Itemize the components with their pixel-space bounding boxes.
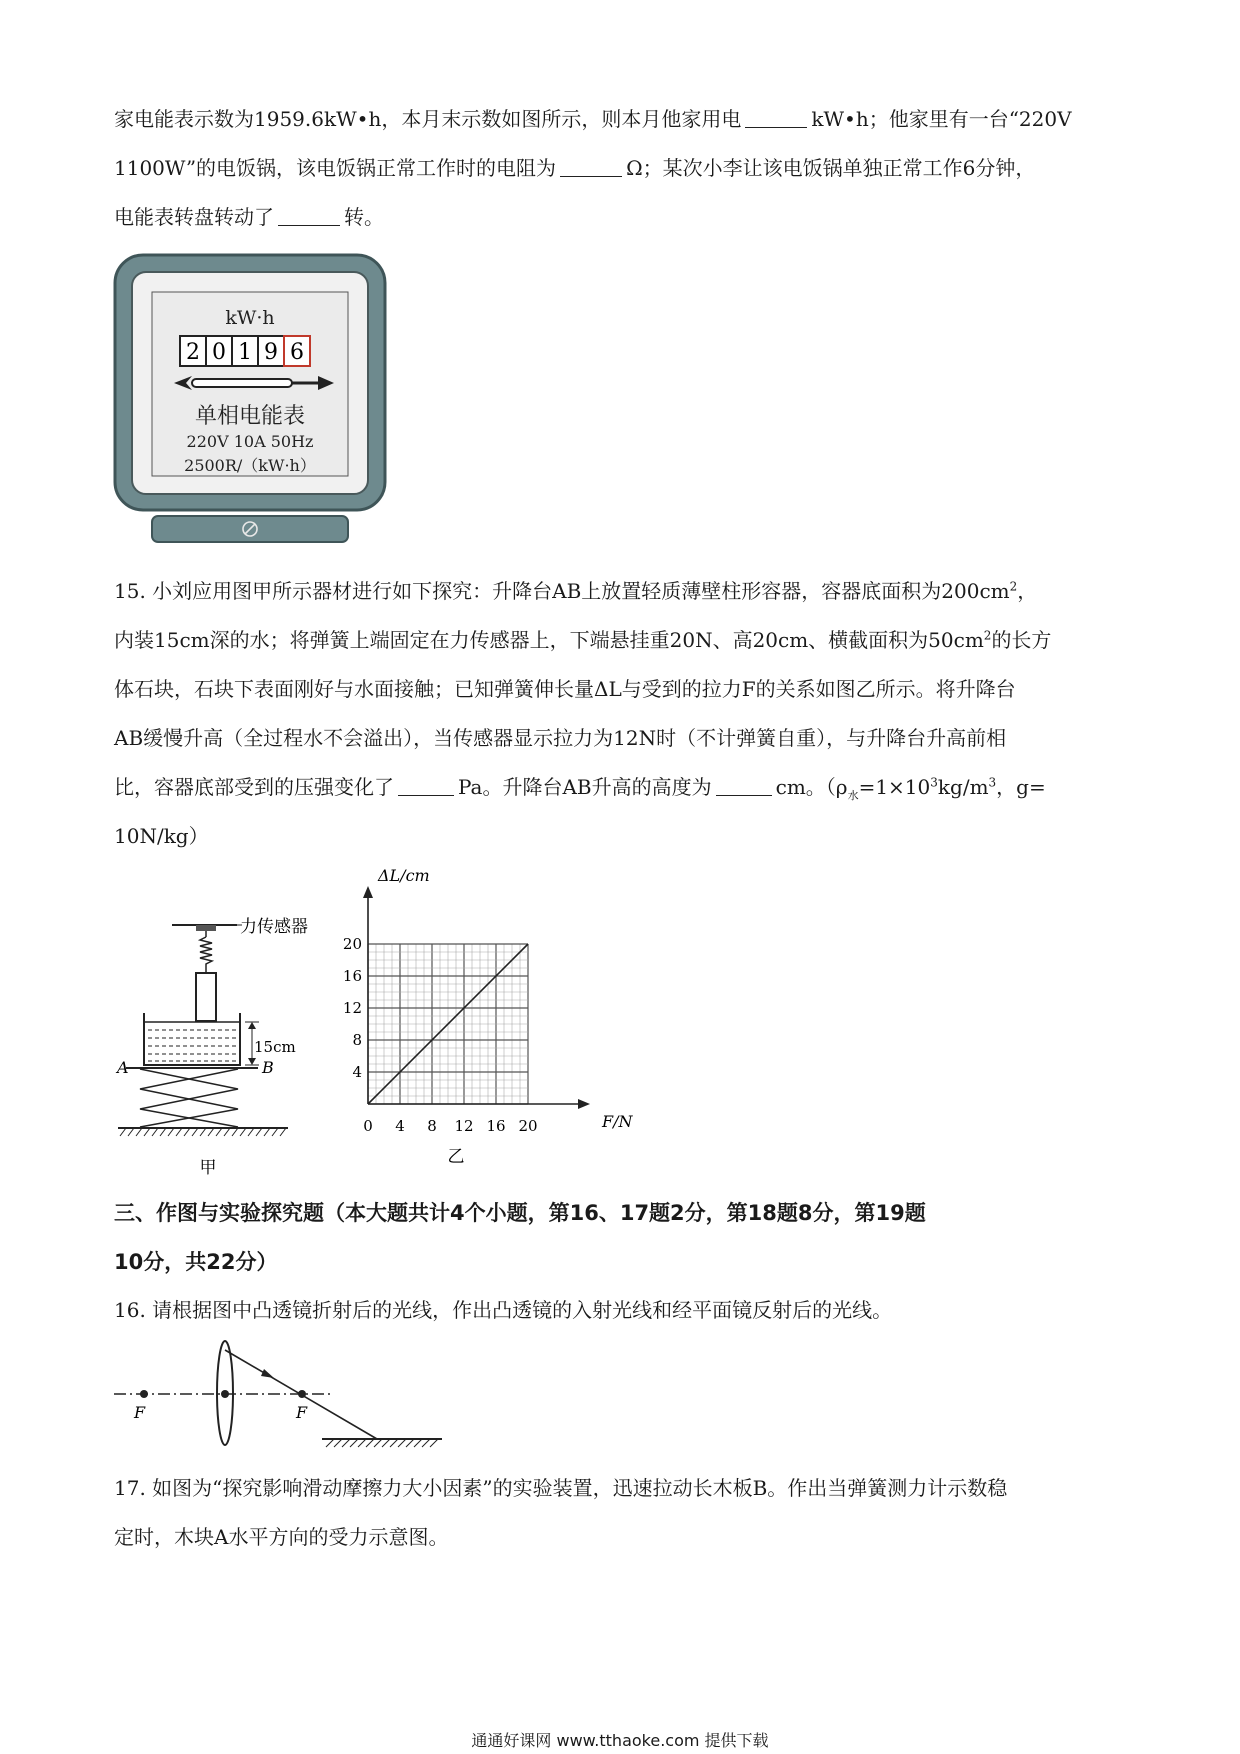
x-tick-label: 4 — [395, 1117, 405, 1135]
meter-digit: 1 — [238, 340, 252, 365]
answer-blank[interactable] — [398, 775, 454, 796]
force-sensor — [172, 917, 308, 937]
lens-diagram — [112, 1340, 452, 1460]
y-tick-label: 16 — [342, 967, 362, 985]
q17-line1: 17. 如图为“探究影响滑动摩擦力大小因素”的实验装置，迅速拉动长木板B。作出当弹簧测力计示数稳 — [114, 1476, 1008, 1500]
q16-text: 16. 请根据图中凸透镜折射后的光线，作出凸透镜的入射光线和经平面镜反射后的光线。 — [114, 1298, 893, 1322]
answer-blank[interactable] — [716, 775, 772, 796]
spring — [200, 931, 212, 973]
x-axis-arrow-icon — [578, 1099, 590, 1109]
label-a: A — [117, 1058, 129, 1077]
meter-digit: 0 — [212, 340, 226, 365]
focus-label-left: F — [134, 1403, 146, 1422]
y-tick-label: 4 — [352, 1063, 362, 1081]
y-tick-label: 20 — [342, 935, 362, 953]
q15-line: 体石块，石块下表面刚好与水面接触；已知弹簧伸长量ΔL与受到的拉力F的关系如图乙所示。将升降台 — [114, 677, 1016, 701]
depth-label: 15cm — [254, 1038, 296, 1056]
answer-blank[interactable] — [560, 156, 622, 177]
section-heading-line2: 10分，共22分） — [114, 1250, 278, 1274]
electric-meter-figure — [112, 252, 392, 552]
q15-line: AB缓慢升高（全过程水不会溢出），当传感器显示拉力为12N时（不计弹簧自重），与升降台升高前相 — [114, 726, 1007, 750]
q14-line3: 电能表转盘转动了 转。 — [114, 205, 384, 229]
mirror-hatching — [326, 1439, 438, 1447]
q15-line: 比，容器底部受到的压强变化了 Pa。升降台AB升高的高度为 cm。（$\rho_水=1\times 10^3kg/m^3$，g= — [114, 775, 1046, 802]
q17-line2: 定时，木块A水平方向的受力示意图。 — [114, 1525, 449, 1549]
answer-blank[interactable] — [745, 107, 807, 128]
meter-digit: 2 — [186, 340, 200, 365]
x-tick-label: 8 — [427, 1117, 437, 1135]
q17-text — [114, 1464, 1134, 1562]
spring-chart — [330, 860, 640, 1170]
figure-caption-yi: 乙 — [447, 1147, 465, 1167]
meter-digit: 6 — [290, 340, 304, 365]
meter-unit: kW·h — [225, 307, 275, 329]
x-tick-label: 20 — [518, 1117, 538, 1135]
meter-spec: 220V 10A 50Hz — [186, 432, 314, 451]
chart-xlabel: F/N — [602, 1112, 633, 1131]
chart-ylabel: ΔL/cm — [378, 866, 430, 885]
stone-block — [196, 973, 216, 1021]
ground — [118, 1128, 288, 1136]
scissor-lift — [140, 1069, 238, 1127]
section-heading — [114, 1189, 1134, 1287]
meter-rev: 2500R/（kW·h） — [184, 456, 316, 475]
focus-label-right: F — [296, 1403, 308, 1422]
meter-title: 单相电能表 — [194, 404, 306, 429]
section-heading-line1: 三、作图与实验探究题（本大题共计4个小题，第16、17题2分，第18题8分，第19题 — [114, 1201, 926, 1225]
q15-text — [114, 567, 1134, 861]
answer-blank[interactable] — [278, 205, 340, 226]
ray-arrow-icon — [261, 1369, 274, 1378]
q14-line2: 1100W”的电饭锅，该电饭锅正常工作时的电阻为 Ω；某次小李让该电饭锅单独正常工作6分钟， — [114, 156, 1036, 180]
figure-caption-jia: 甲 — [199, 1158, 217, 1175]
optical-center — [221, 1390, 229, 1398]
q15-line: 10N/kg） — [114, 824, 209, 848]
focus-point-left — [140, 1390, 148, 1398]
q15-line: 内装15cm深的水；将弹簧上端固定在力传感器上，下端悬挂重20N、高20cm、横截面积为$50cm^2$的长方 — [114, 628, 1052, 652]
x-tick-label: 16 — [486, 1117, 506, 1135]
x-tick-label: 0 — [363, 1117, 373, 1135]
x-tick-label: 12 — [454, 1117, 474, 1135]
y-tick-label: 12 — [342, 999, 362, 1017]
q15-line: 15. 小刘应用图甲所示器材进行如下探究：升降台AB上放置轻质薄壁柱形容器，容器底面积为$200cm^2$， — [114, 579, 1038, 603]
y-tick-label: 8 — [352, 1031, 362, 1049]
q14-line1: 家电能表示数为1959.6kW•h，本月末示数如图所示，则本月他家用电 kW•h；他家里有一台“220V — [114, 107, 1072, 131]
sensor-label: 力传感器 — [240, 917, 308, 937]
apparatus-figure — [112, 905, 322, 1175]
meter-digits — [180, 336, 310, 366]
meter-digit: 9 — [264, 340, 278, 365]
page-footer: 通通好课网 www.tthaoke.com 提供下载 — [471, 1731, 769, 1750]
label-b: B — [262, 1058, 274, 1077]
container — [144, 1013, 240, 1065]
y-axis-arrow-icon — [363, 886, 373, 898]
q14-text — [114, 95, 1134, 242]
